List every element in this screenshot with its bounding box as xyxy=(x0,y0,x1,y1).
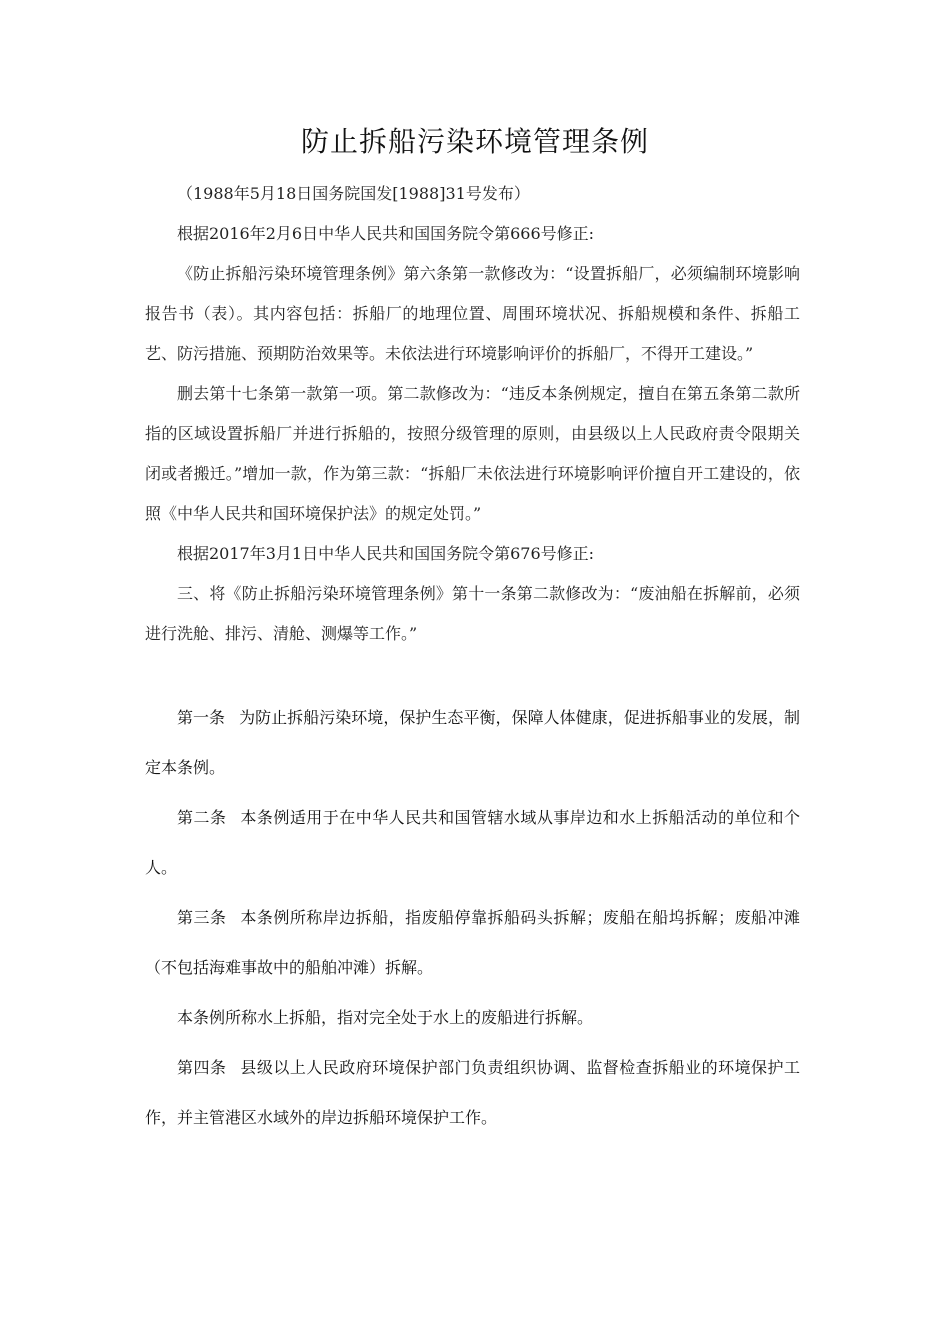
revision-note-2017: 根据2017年3月1日中华人民共和国国务院令第676号修正: xyxy=(177,544,595,563)
preamble-section xyxy=(145,174,800,654)
article-label: 第一条 xyxy=(177,708,226,727)
article-3-paragraph-2 xyxy=(145,993,800,1043)
article-1 xyxy=(145,693,800,793)
revision-paragraph: 三、将《防止拆船污染环境管理条例》第十一条第二款修改为：“废油船在拆解前，必须进行洗舱、排污、清舱、测爆等工作。” xyxy=(145,584,800,643)
article-text: 本条例所称水上拆船，指对完全处于水上的废船进行拆解。 xyxy=(177,1008,594,1027)
article-text: 为防止拆船污染环境，保护生态平衡，保障人体健康，促进拆船事业的发展，制定本条例。 xyxy=(145,708,800,777)
article-text: 本条例适用于在中华人民共和国管辖水域从事岸边和水上拆船活动的单位和个人。 xyxy=(145,808,800,877)
article-2 xyxy=(145,793,800,893)
article-4 xyxy=(145,1043,800,1143)
article-text: 本条例所称岸边拆船，指废船停靠拆船码头拆解；废船在船坞拆解；废船冲滩（不包括海难事故中的船舶冲滩）拆解。 xyxy=(145,908,800,977)
revision-note-2016: 根据2016年2月6日中华人民共和国国务院令第666号修正: xyxy=(177,224,595,243)
article-label: 第二条 xyxy=(177,808,227,827)
article-label: 第三条 xyxy=(177,908,227,927)
revision-paragraph: 《防止拆船污染环境管理条例》第六条第一款修改为：“设置拆船厂，必须编制环境影响报告书（表）。其内容包括：拆船厂的地理位置、周围环境状况、拆船规模和条件、拆船工艺、防污措施、预期防治效果等。未依法进行环境影响评价的拆船厂，不得开工建设。” xyxy=(145,264,800,363)
revision-paragraph: 删去第十七条第一款第一项。第二款修改为：“违反本条例规定，擅自在第五条第二款所指的区域设置拆船厂并进行拆船的，按照分级管理的原则，由县级以上人民政府责令限期关闭或者搬迁。”增加一款，作为第三款：“拆船厂未依法进行环境影响评价擅自开工建设的，依照《中华人民共和国环境保护法》的规定处罚。” xyxy=(145,384,800,523)
document-title: 防止拆船污染环境管理条例 xyxy=(300,125,649,158)
article-3 xyxy=(145,893,800,993)
articles-section xyxy=(145,693,800,1143)
article-text: 县级以上人民政府环境保护部门负责组织协调、监督检查拆船业的环境保护工作，并主管港区水域外的岸边拆船环境保护工作。 xyxy=(145,1058,800,1127)
article-label: 第四条 xyxy=(177,1058,227,1077)
publication-note: （1988年5月18日国务院国发[1988]31号发布） xyxy=(177,184,530,203)
